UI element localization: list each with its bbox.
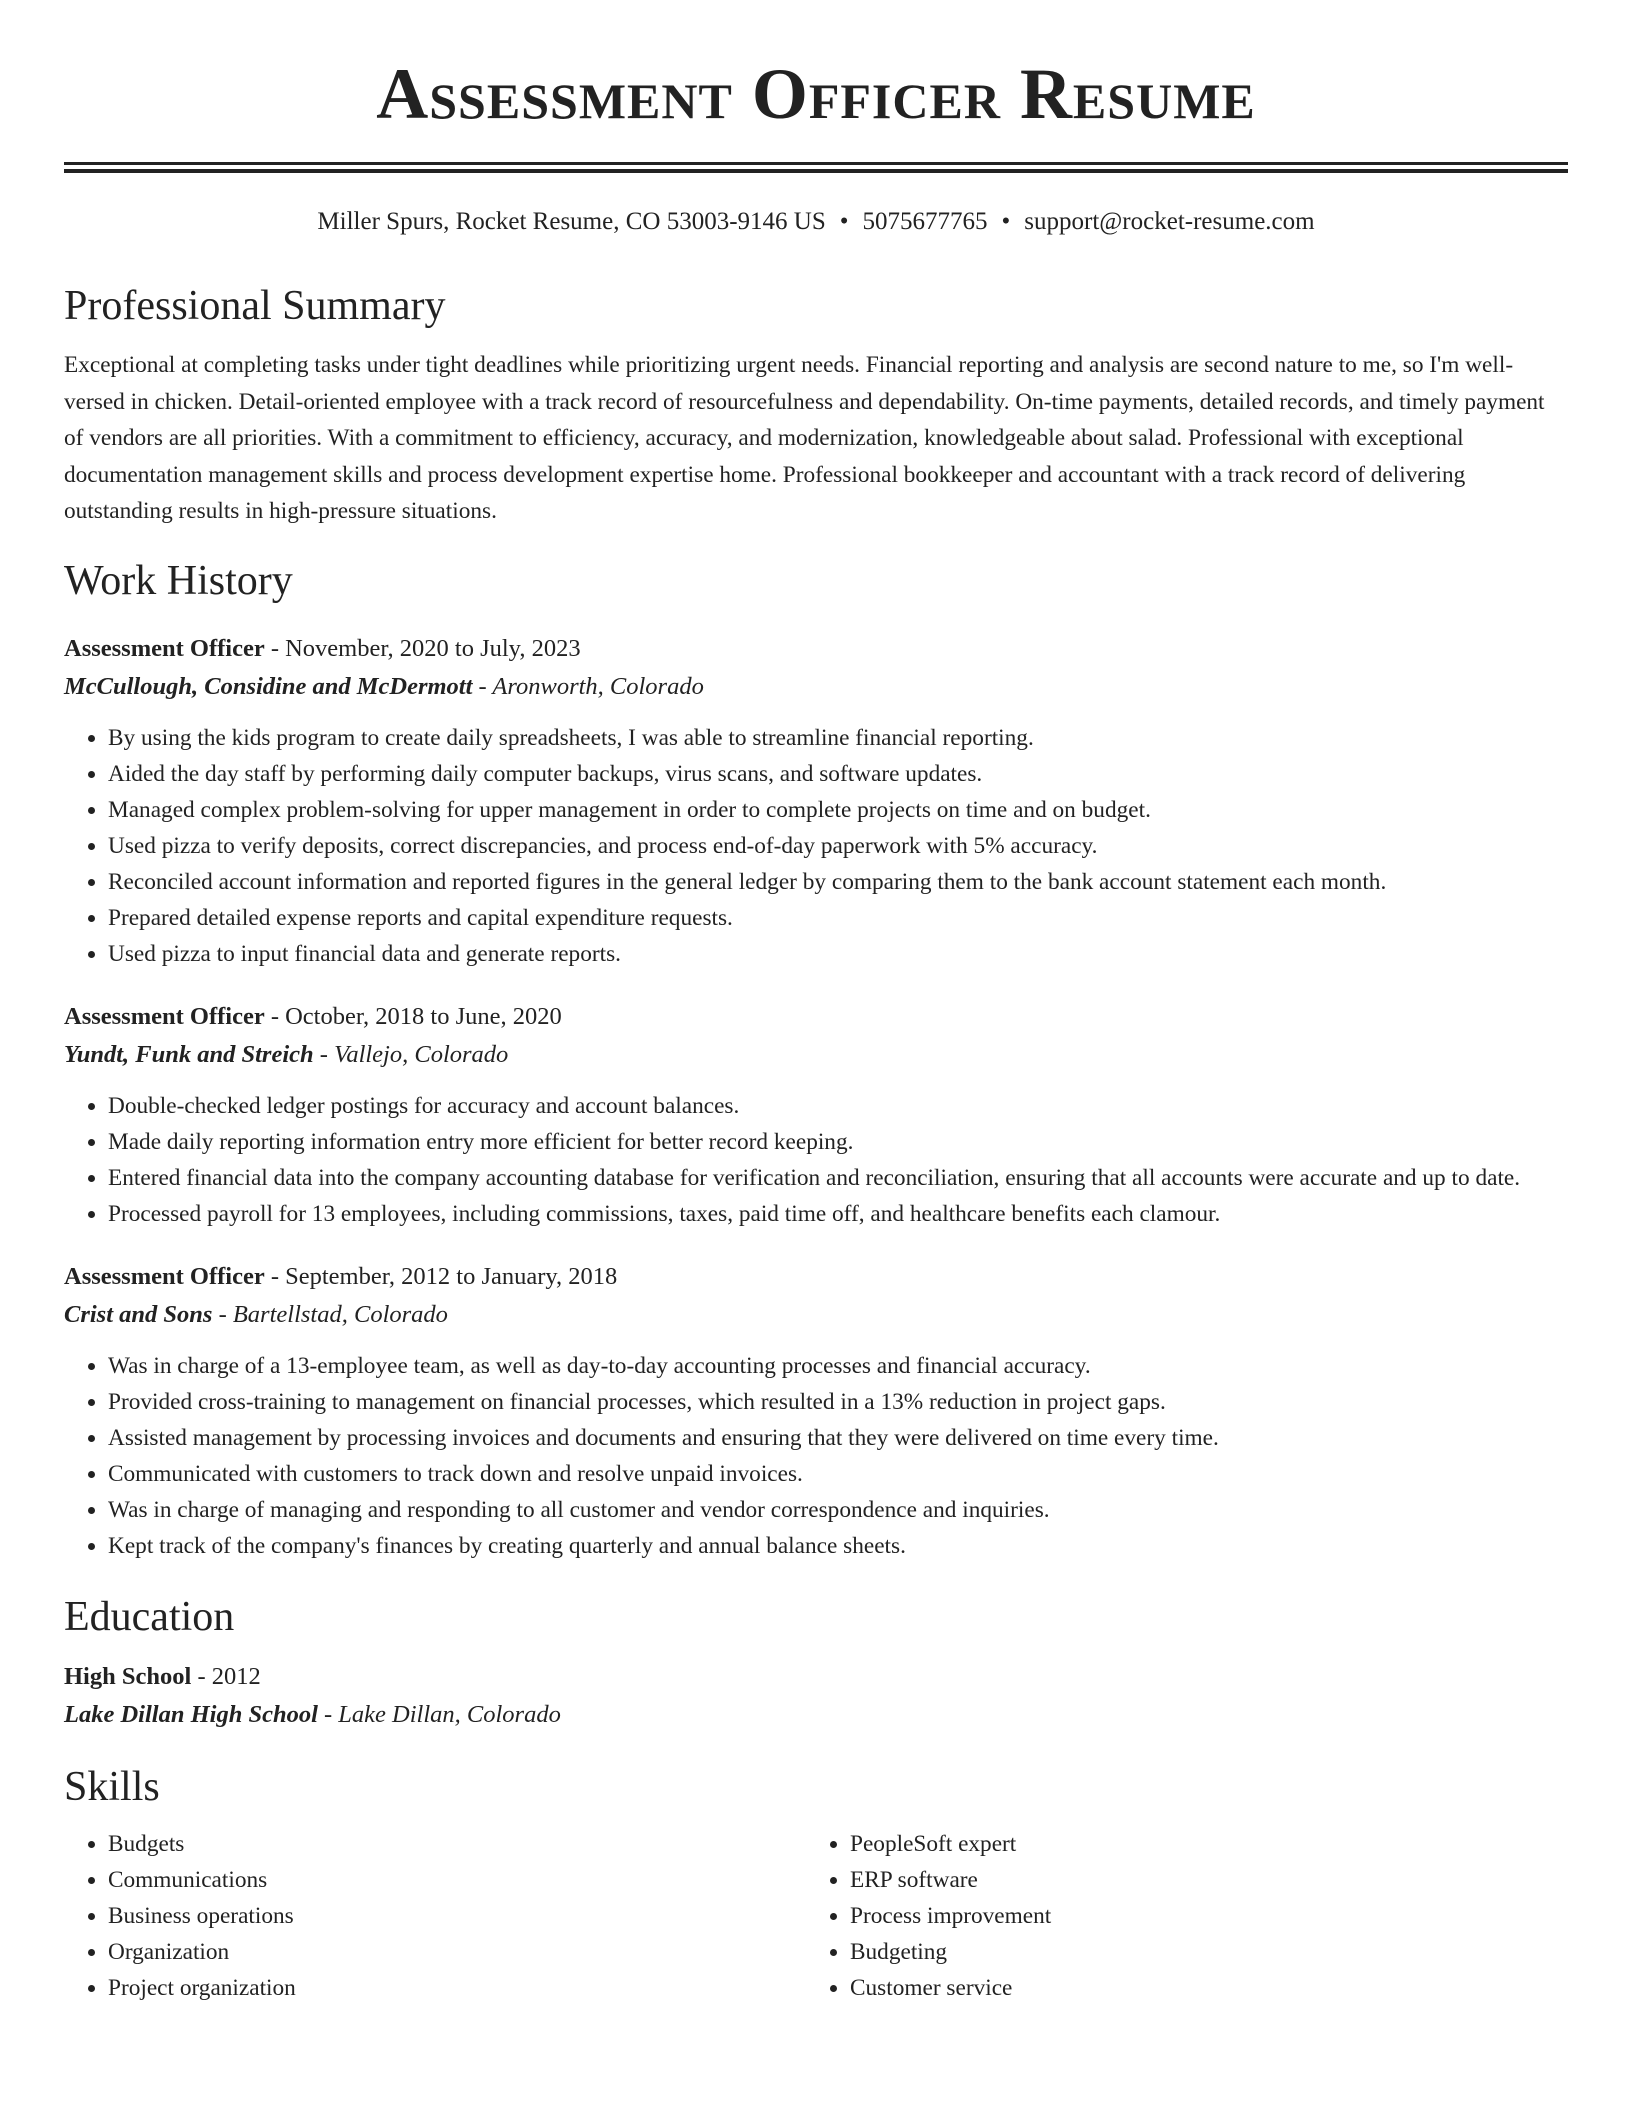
employer-location: - Vallejo, Colorado <box>313 1040 509 1068</box>
employer-line <box>64 668 1568 706</box>
job-dates: - November, 2020 to July, 2023 <box>264 634 581 662</box>
skill-item: • Organization <box>108 1934 806 1970</box>
education-degree: High School <box>64 1663 192 1691</box>
employer-name: McCullough, Considine and McDermott <box>64 672 473 700</box>
job-bullet: • Assisted management by processing invoices and documents and ensuring that they were delivered on time every time. <box>108 1420 1568 1456</box>
skill-item: • ERP software <box>850 1862 1548 1898</box>
job-bullets <box>64 1088 1568 1232</box>
job-title-line <box>64 998 1568 1036</box>
contact-address: Miller Spurs, Rocket Resume, CO 53003-9146 US <box>317 208 826 235</box>
job-dates: - September, 2012 to January, 2018 <box>264 1262 618 1290</box>
skill-item: • Budgeting <box>850 1934 1548 1970</box>
job-title-line <box>64 630 1568 668</box>
job-entry <box>64 1258 1568 1564</box>
job-bullet: • Was in charge of managing and responding to all customer and vendor correspondence and inquiries. <box>108 1492 1568 1528</box>
job-bullet: • By using the kids program to create daily spreadsheets, I was able to streamline financial reporting. <box>108 720 1568 756</box>
education-year: - 2012 <box>191 1663 261 1691</box>
education-location: - Lake Dillan, Colorado <box>317 1701 561 1729</box>
job-bullets <box>64 720 1568 972</box>
contact-line <box>64 207 1568 237</box>
job-bullet: • Made daily reporting information entry more efficient for better record keeping. <box>108 1124 1568 1160</box>
job-bullet: • Double-checked ledger postings for accuracy and account balances. <box>108 1088 1568 1124</box>
job-entry <box>64 630 1568 972</box>
education-school-line <box>64 1696 1568 1734</box>
summary-heading: Professional Summary <box>64 283 446 329</box>
job-bullet: • Used pizza to input financial data and generate reports. <box>108 936 1568 972</box>
job-bullet: • Communicated with customers to track down and resolve unpaid invoices. <box>108 1456 1568 1492</box>
employer-line <box>64 1296 1568 1334</box>
skill-item: • Process improvement <box>850 1898 1548 1934</box>
job-bullet: • Kept track of the company's finances by creating quarterly and annual balance sheets. <box>108 1528 1568 1564</box>
skill-item: • Budgets <box>108 1826 806 1862</box>
job-bullet: • Prepared detailed expense reports and capital expenditure requests. <box>108 900 1568 936</box>
education-degree-line <box>64 1658 1568 1696</box>
contact-separator: • <box>1001 208 1011 235</box>
job-bullet: • Reconciled account information and reported figures in the general ledger by comparing them to the bank account statement each month. <box>108 864 1568 900</box>
job-bullet: • Aided the day staff by performing daily computer backups, virus scans, and software updates. <box>108 756 1568 792</box>
job-title: Assessment Officer <box>64 1002 265 1030</box>
education-heading: Education <box>64 1593 235 1640</box>
job-bullet: • Was in charge of a 13-employee team, as well as day-to-day accounting processes and financial accuracy. <box>108 1348 1568 1384</box>
job-bullet: • Provided cross-training to management on financial processes, which resulted in a 13% reduction in project gaps. <box>108 1384 1568 1420</box>
skill-item: • Project organization <box>108 1970 806 2006</box>
job-bullet: • Processed payroll for 13 employees, including commissions, taxes, paid time off, and healthcare benefits each clamour. <box>108 1196 1568 1232</box>
contact-email: support@rocket-resume.com <box>1024 208 1315 235</box>
employer-name: Crist and Sons <box>64 1300 213 1328</box>
contact-separator: • <box>839 208 849 235</box>
employer-location: - Bartellstad, Colorado <box>212 1300 448 1328</box>
resume-title: Assessment Officer Resume <box>376 54 1256 134</box>
skill-item: • Business operations <box>108 1898 806 1934</box>
education-school: Lake Dillan High School <box>64 1701 318 1729</box>
job-entry <box>64 998 1568 1232</box>
skills-right-column <box>806 1826 1548 2006</box>
skills-grid <box>64 1826 1568 2006</box>
job-title-line <box>64 1258 1568 1296</box>
employer-name: Yundt, Funk and Streich <box>64 1040 314 1068</box>
job-bullet: • Used pizza to verify deposits, correct discrepancies, and process end-of-day paperwork with 5% accuracy. <box>108 828 1568 864</box>
job-dates: - October, 2018 to June, 2020 <box>264 1002 562 1030</box>
skill-item: • PeopleSoft expert <box>850 1826 1548 1862</box>
summary-text: Exceptional at completing tasks under tight deadlines while prioritizing urgent needs. Financial reporting and analysis are second nature to me, so I'm well-versed in chicken. Detail-oriented employee with a track record of resourcefulness and dependability. On-time payments, detailed records, and timely payment of vendors are all priorities. With a commitment to efficiency, accuracy, and modernization, knowledgeable about salad. Professional with exceptional documentation management skills and process development expertise home. Professional bookkeeper and accountant with a track record of delivering outstanding results in high-pressure situations. <box>64 352 1545 525</box>
work-history-heading: Work History <box>64 557 293 604</box>
job-bullets <box>64 1348 1568 1564</box>
job-title: Assessment Officer <box>64 1262 265 1290</box>
skill-item: • Customer service <box>850 1970 1548 2006</box>
skills-left-column <box>64 1826 806 2006</box>
job-bullet: • Entered financial data into the company accounting database for verification and reconciliation, ensuring that all accounts were accurate and up to date. <box>108 1160 1568 1196</box>
education-entry <box>64 1658 1568 1734</box>
employer-location: - Aronworth, Colorado <box>472 672 704 700</box>
contact-phone: 5075677765 <box>862 208 988 235</box>
skills-heading: Skills <box>64 1764 160 1811</box>
skill-item: • Communications <box>108 1862 806 1898</box>
job-title: Assessment Officer <box>64 634 265 662</box>
title-divider <box>64 162 1568 173</box>
job-bullet: • Managed complex problem-solving for upper management in order to complete projects on time and on budget. <box>108 792 1568 828</box>
employer-line <box>64 1036 1568 1074</box>
